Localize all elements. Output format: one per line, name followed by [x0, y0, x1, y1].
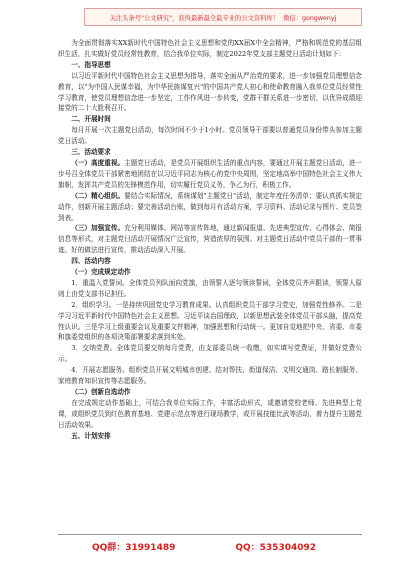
- section-1-title: 一、指导思想: [71, 60, 111, 69]
- footer: [0, 540, 408, 553]
- section-3-item-a: [58, 158, 362, 191]
- section-5-title: 五、计划安排: [71, 431, 111, 440]
- section-4-item-4: 4．开展志愿服务。组织党员开展文明城市创建、结对帮扶、街道保洁、文明交通岗、路长制服务、家庭教育知识宣传等志愿服务。: [58, 366, 362, 386]
- section-4-subtitle-2: （二）创新自选动作: [71, 388, 131, 396]
- document-body: [58, 38, 362, 442]
- banner-text: 关注头条号"公文研究"，获得最新最全最专业的公文资料库！: [109, 14, 280, 22]
- banner-wechat: 微信：gongwenyj: [283, 14, 337, 22]
- section-3-item-c-head: （三）加强宣传。: [71, 224, 125, 233]
- footer-divider: [58, 534, 362, 535]
- section-3-item-c-body: 充分利用媒体、网站等宣传阵地，通过新闻报道、先进典型宣传、心得体会、简报信息等形式，对主题党日活动开展情况广泛宣传，营造浓厚的氛围。对主题党日活动中党员干部的一贯事迹、好的做法进行宣传，推动活动深入开展。: [58, 224, 363, 255]
- footer-qq: QQ：535304092: [235, 543, 317, 553]
- section-1-paragraph: 以习近平新时代中国特色社会主义思想为指导，落实全面从严治党的要求，进一步加强党员理想信念教育，以"为中国人民谋幸福，为中华民族谋复兴"的中国共产党人初心和使命教育融入我单位党员经常性学习教育，使党员理想信念进一步坚定，工作作风进一步转变，党群干群关系进一步密切，以优异成绩迎接党的二十大胜利召开。: [58, 71, 362, 113]
- section-4-title: 四、活动内容: [71, 257, 111, 266]
- intro-paragraph: 为全面贯彻落实XX新时代中国特色社会主义思想和党的XX届X中全会精神，严格和规范党的基层组织生活，扎实做好党员经常性教育，结合我单位实际，制定2022年党支部主题党日活动计划如下：: [58, 39, 362, 58]
- section-3-item-c: [58, 223, 362, 256]
- section-2-paragraph: 每月开展一次主题党日活动，每次时间不少于1小时。党员领导干部要以普通党员身份带头参加主题党日活动。: [58, 126, 362, 146]
- section-4-paragraph-2: 在完成规定动作基础上，可结合我单位实际工作，丰富活动形式，或邀请党校老师、先进典型上党课，或组织党员到红色教育基地、党建示范点等进行现场教学，或开展技能比武等活动，着力提升主题党日活动效果。: [58, 398, 362, 429]
- section-3-title: 三、活动要求: [71, 148, 111, 157]
- section-3-item-a-head: （一）高度重视。: [71, 158, 125, 167]
- section-4-item-1: 1．重温入党誓词。全体党员列队面向党旗，由领誓人逐句领读誓词，全体党员齐声跟读，领誓人原则上由党支部书记担任。: [58, 278, 362, 298]
- section-4-subtitle-1: （一）完成规定动作: [71, 268, 131, 277]
- section-3-item-b: [58, 191, 362, 224]
- section-4-item-2: 2．组织学习。一是持续巩固党史学习教育成果。认真组织党员干部学习党史，加强党性修养。二是学习习近平新时代中国特色社会主义思想。习近平谈治国理政，以新思想武装全体党员干部头脑，提高党性认识。三是学习上级重要会议及重要文件精神，加强思想和行动统一。更加自觉地把中央、省委、市委和旗委党组织的各项决策部署要求落到实处。: [58, 300, 362, 342]
- top-banner: [84, 8, 362, 26]
- section-3-item-b-head: （二）精心组织。: [71, 191, 125, 200]
- footer-qq-group: QQ群：31991489: [91, 543, 176, 553]
- section-3-item-b-body: 要结合实际情况，系统谋划"主题党日"活动，制定年度任务清单；要认真抓实规定动作，创新开展主题活动；要完善活动台账，做到每月有活动方案，学习资料、活动记录与图片、党员签到表。: [58, 191, 362, 222]
- section-4-item-3: 3．交纳党费。全体党员要交纳每月党费，由支部委员统一收缴，如实填写党费证，并做好党费公示。: [58, 344, 362, 364]
- section-3-item-a-body: 主题党日活动，是党员开展组织生活的重点内容，要通过开展主题党日活动，进一步号召全体党员干部紧密地团结在以习近平同志为核心的党中央周围，坚定地高举中国特色社会主义伟大旗帜，发挥共产党员的先锋模范作用，切实履行党员义务，争乙为行，积极工作。: [58, 158, 363, 189]
- section-2-title: 二、开展时间: [71, 115, 111, 124]
